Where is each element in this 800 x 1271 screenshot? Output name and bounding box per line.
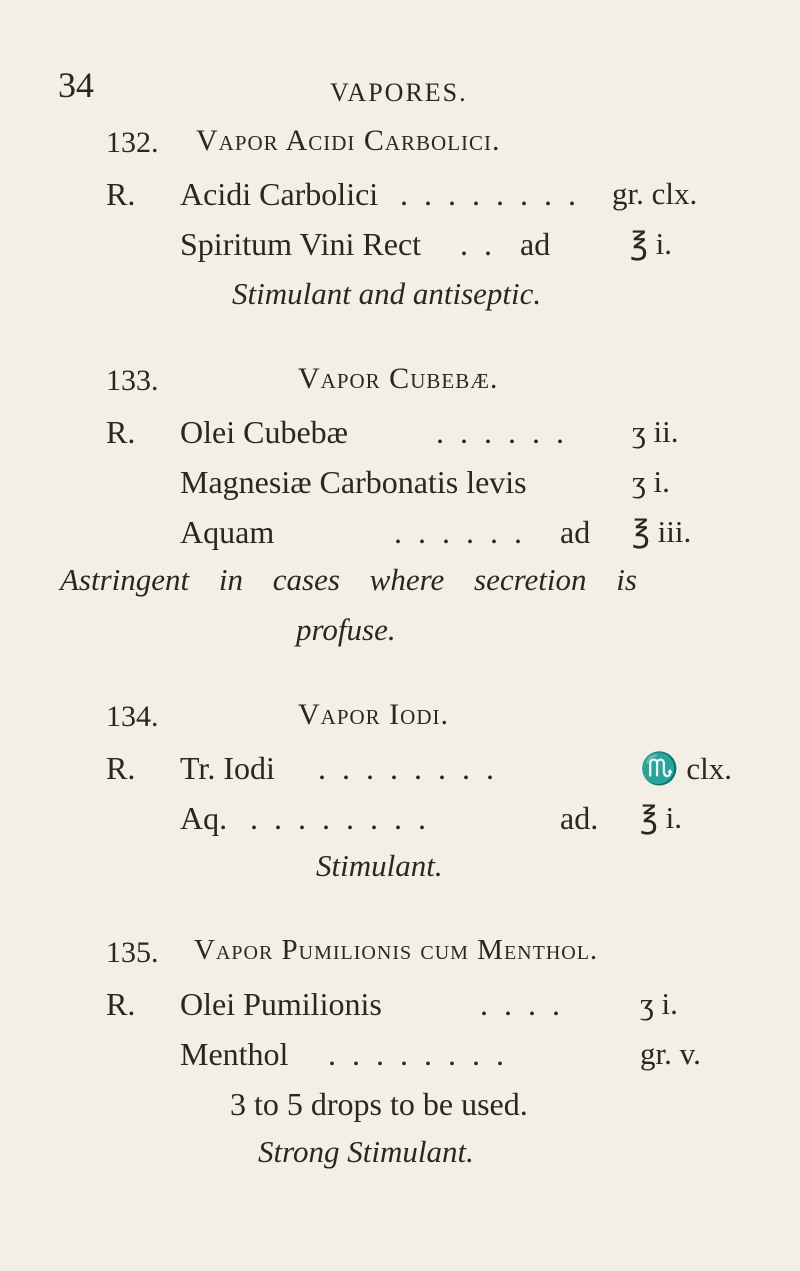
ingredient-quantity: ℥ i.: [640, 800, 683, 835]
recipe-number: 134.: [106, 700, 159, 733]
page-number: 34: [58, 65, 94, 105]
ingredient-name: Acidi Carbolici: [180, 176, 379, 212]
ingredient-name: Spiritum Vini Rect: [180, 226, 422, 262]
ingredient-ad: ad: [560, 514, 591, 550]
ingredient-name: Olei Cubebæ: [180, 414, 348, 450]
recipe-note: Astringent in cases where secretion is: [60, 562, 637, 597]
running-head: VAPORES.: [330, 78, 468, 107]
recipe-title: Vapor Iodi.: [298, 698, 449, 731]
recipe-symbol: R.: [106, 750, 136, 786]
ingredient-name: Magnesiæ Carbonatis levis: [180, 464, 527, 500]
recipe-symbol: R.: [106, 986, 136, 1022]
leader-dots: . . . .: [480, 986, 564, 1022]
ingredient-quantity: ʒ ii.: [632, 414, 679, 449]
recipe-number: 133.: [106, 364, 159, 397]
ingredient-ad: ad: [520, 226, 551, 262]
ingredient-name: Aquam: [180, 514, 275, 550]
leader-dots: . . . . . . . .: [318, 750, 498, 786]
leader-dots: . . . . . . . .: [328, 1036, 508, 1072]
recipe-title: Vapor Cubebæ.: [298, 362, 499, 395]
ingredient-quantity: ℥ i.: [630, 226, 673, 261]
ingredient-name: Tr. Iodi: [180, 750, 275, 786]
recipe-note: Stimulant.: [316, 848, 443, 883]
recipe-note: Stimulant and antiseptic.: [232, 276, 542, 311]
ingredient-quantity: ʒ i.: [640, 986, 678, 1021]
ingredient-quantity: ♏ clx.: [640, 751, 732, 786]
ingredient-quantity: ʒ i.: [632, 464, 670, 499]
ingredient-ad: ad.: [560, 800, 599, 836]
recipe-title: Vapor Acidi Carbolici.: [196, 124, 501, 157]
leader-dots: . .: [460, 226, 496, 262]
recipe-note-continued: profuse.: [296, 612, 396, 647]
recipe-title: Vapor Pumilionis cum Menthol.: [194, 934, 599, 966]
recipe-direction: 3 to 5 drops to be used.: [230, 1086, 528, 1122]
ingredient-name: Aq.: [180, 800, 228, 836]
leader-dots: . . . . . .: [436, 414, 568, 450]
leader-dots: . . . . . . . .: [400, 176, 580, 212]
recipe-number: 135.: [106, 936, 159, 969]
leader-dots: . . . . . . . .: [250, 800, 430, 836]
ingredient-quantity: gr. v.: [640, 1036, 701, 1071]
ingredient-quantity: ℥ iii.: [632, 514, 692, 549]
ingredient-name: Olei Pumilionis: [180, 986, 382, 1022]
ingredient-name: Menthol: [180, 1036, 289, 1072]
ingredient-quantity: gr. clx.: [612, 176, 698, 211]
recipe-number: 132.: [106, 126, 159, 159]
recipe-note: Strong Stimulant.: [258, 1134, 474, 1169]
recipe-symbol: R.: [106, 176, 136, 212]
leader-dots: . . . . . .: [394, 514, 526, 550]
recipe-symbol: R.: [106, 414, 136, 450]
